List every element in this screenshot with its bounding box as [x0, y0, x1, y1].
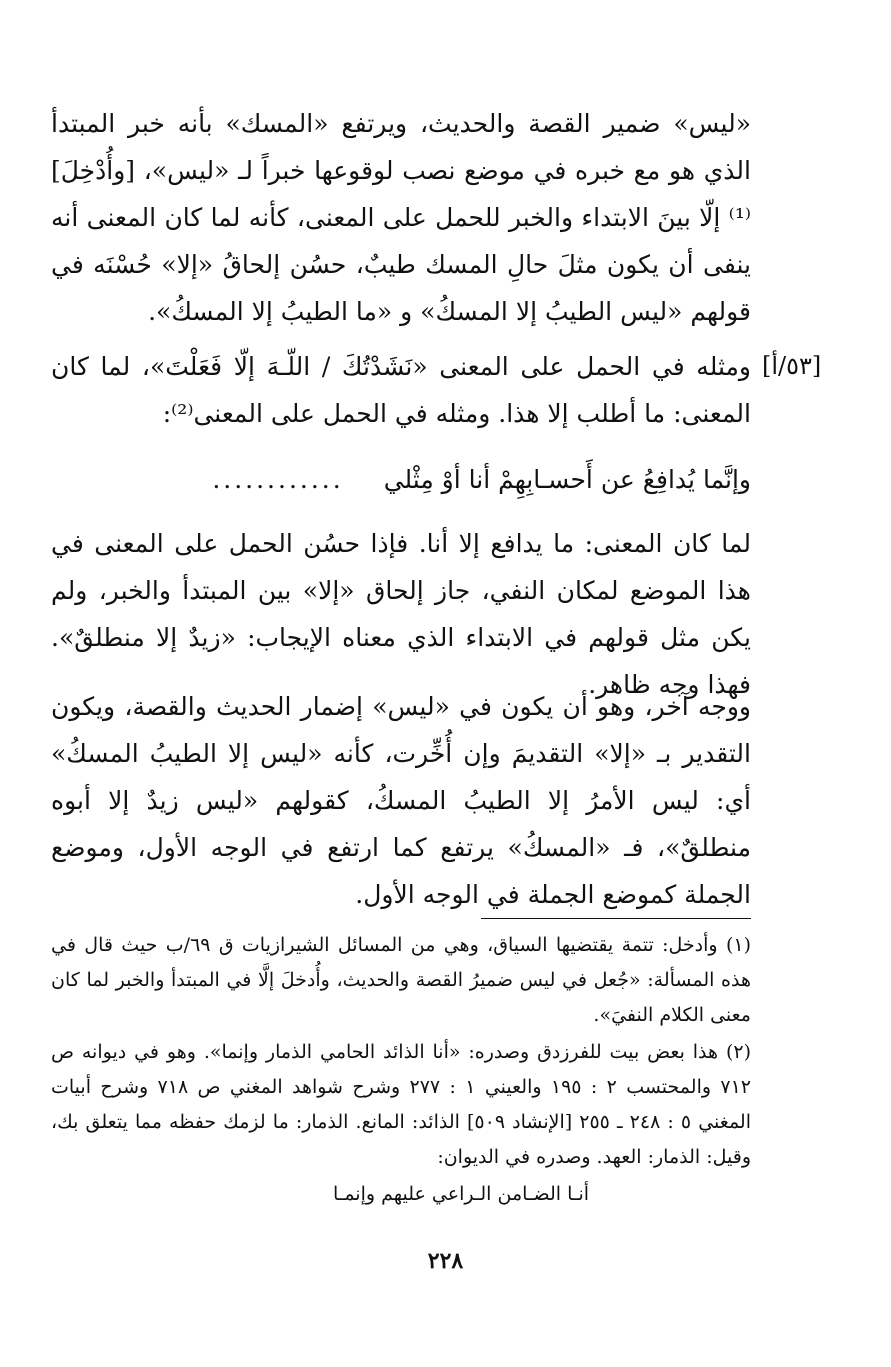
verse-hemistich: وإنَّما يُدافِعُ عن أَحسـابِهِمْ أنا أوْ مِثْلي	[383, 465, 751, 494]
page-number: ٢٢٨	[427, 1248, 464, 1274]
footnote-separator	[481, 918, 751, 919]
footnotes	[51, 928, 751, 1212]
paragraph-4: ووجه آخر، وهو أن يكون في «ليس» إضمار الحديث والقصة، ويكون التقدير بـ «إلا» التقديمَ وإن أُخِّرت، كأنه «ليس إلا الطيبُ المسكُ» أي: ليس الأمرُ إلا الطيبُ المسكُ، كقولهم «ليس زيدٌ إلا أبوه منطلقٌ»، فـ «المسكُ» يرتفع كما ارتفع في الوجه الأول، وموضع الجملة كموضع الجملة في الوجه الأول.	[51, 692, 751, 909]
footnote-verse-quote: أنـا الضـامن الـراعي عليهم وإنمـا	[332, 1183, 590, 1205]
verse-ellipsis: ............	[212, 465, 344, 494]
paragraph-2: ومثله في الحمل على المعنى «نَشَدْتُكَ / اللّـهَ إلّا فَعَلْتَ»، لما كان المعنى: ما أطلب إلا هذا. ومثله في الحمل على المعنى⁽²⁾:	[51, 352, 751, 428]
footnote-1: (١) وأدخل: تتمة يقتضيها السياق، وهي من المسائل الشيرازيات ق ٦٩/ب حيث قال في هذه المسألة: «جُعل في ليس ضميرُ القصة والحديث، وأُدخلَ إلَّا في المبتدأ والخبر لما كان معنى الكلام النفيَ».	[51, 934, 752, 1026]
paragraph-3: لما كان المعنى: ما يدافع إلا أنا. فإذا حسُن الحمل على المعنى في هذا الموضع لمكان النفي، جاز إلحاق «إلا» بين المبتدأ والخبر، ولم يكن مثل قولهم في الابتداء الذي معناه الإيجاب: «زيدٌ إلا منطلقٌ». فهذا وجه ظاهر.	[51, 529, 751, 699]
footnote-2: (٢) هذا بعض بيت للفرزدق وصدره: «أنا الذائد الحامي الذمار وإنما». وهو في ديوانه ص ٧١٢ والمحتسب ٢ : ١٩٥ والعيني ١ : ٢٧٧ وشرح شواهد المغني ص ٧١٨ وشرح أبيات المغني ٥ : ٢٤٨ ـ ٢٥٥ [الإنشاد ٥٠٩] الذائد: المانع. الذمار: ما لزمك حفظه مما يتعلق بك، وقيل: الذمار: العهد. وصدره في الديوان:	[51, 1041, 752, 1168]
paragraph-1: «ليس» ضمير القصة والحديث، ويرتفع «المسك» بأنه خبر المبتدأ الذي هو مع خبره في موضع نصب لوقوعها خبراً لـ «ليس»، [وأُدْخِلَ]⁽¹⁾ إلّا بينَ الابتداء والخبر للحمل على المعنى، كأنه لما كان المعنى أنه ينفى أن يكون مثلَ حالِ المسك طيبٌ، حسُن إلحاقُ «إلا» حُسْنَه في قولهم «ليس الطيبُ إلا المسكُ» و «ما الطيبُ إلا المسكُ».	[51, 109, 751, 326]
poetry-verse	[51, 460, 751, 500]
manuscript-folio-reference: [٥٣/أ]	[762, 352, 822, 380]
